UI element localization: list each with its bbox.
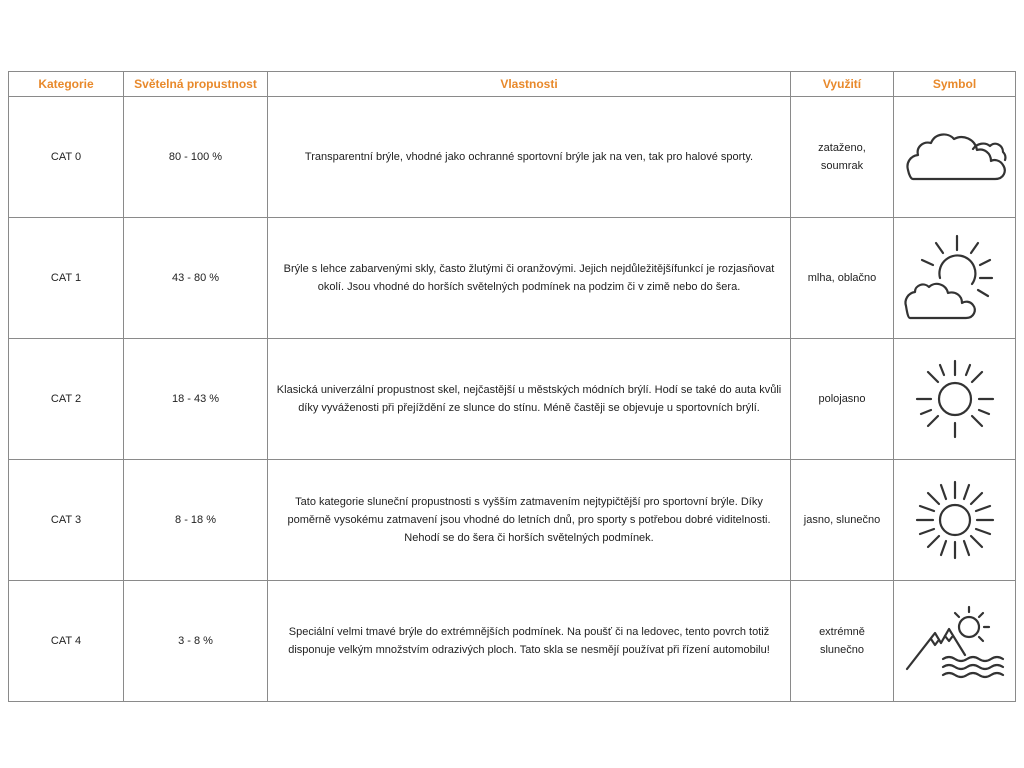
transmission-cell: 3 - 8 %	[124, 581, 268, 702]
table-row	[9, 460, 1016, 581]
properties-cell: Speciální velmi tmavé brýle do extrémnějších podmínek. Na poušť či na ledovec, tento povrch totiž disponuje velkým množstvím odrazivých ploch. Tato skla se nesmějí používat při řízení automobilu!	[268, 581, 791, 702]
symbol-cell	[894, 97, 1016, 218]
category-cell: CAT 3	[9, 460, 124, 581]
sun-icon	[913, 357, 997, 441]
category-cell: CAT 0	[9, 97, 124, 218]
category-cell: CAT 1	[9, 218, 124, 339]
symbol-cell	[894, 218, 1016, 339]
header-symbol: Symbol	[894, 72, 1016, 97]
properties-cell: Transparentní brýle, vhodné jako ochranné sportovní brýle jak na ven, tak pro halové sporty.	[268, 97, 791, 218]
properties-cell: Tato kategorie sluneční propustnosti s vyšším zatmavením nejtypičtější pro sportovní brýle. Díky poměrně vysokému zatmavení jsou vhodné do letních dnů, pro sporty s potřebou dobré viditelnosti. Nehodí se do šera či horších světelných podmínek.	[268, 460, 791, 581]
table-row	[9, 581, 1016, 702]
header-category: Kategorie	[9, 72, 124, 97]
header-usage: Využití	[791, 72, 894, 97]
table-row	[9, 97, 1016, 218]
properties-cell: Klasická univerzální propustnost skel, nejčastější u městských módních brýlí. Hodí se také do auta kvůli díky vyváženosti při přejíždění ze slunce do stínu. Méně častěji se objevuje u sportovních brýlí.	[268, 339, 791, 460]
lens-category-table	[8, 71, 1016, 702]
cloud-icon	[903, 127, 1007, 187]
usage-cell: mlha, oblačno	[791, 218, 894, 339]
usage-cell: polojasno	[791, 339, 894, 460]
header-properties: Vlastnosti	[268, 72, 791, 97]
transmission-cell: 18 - 43 %	[124, 339, 268, 460]
properties-cell: Brýle s lehce zabarvenými skly, často žlutými či oranžovými. Jejich nejdůležitějšífunkcí je rozjasňovat okolí. Jsou vhodné do horších světelných podmínek na podzim či v zimě nebo do šera.	[268, 218, 791, 339]
transmission-cell: 8 - 18 %	[124, 460, 268, 581]
table-row	[9, 339, 1016, 460]
header-transmission: Světelná propustnost	[124, 72, 268, 97]
usage-cell: jasno, slunečno	[791, 460, 894, 581]
symbol-cell	[894, 460, 1016, 581]
bright-sun-icon	[913, 478, 997, 562]
category-cell: CAT 4	[9, 581, 124, 702]
header-row	[9, 72, 1016, 97]
symbol-cell	[894, 339, 1016, 460]
table-row	[9, 218, 1016, 339]
mountain-sun-water-icon	[903, 603, 1007, 679]
sun-behind-cloud-icon	[902, 232, 1008, 324]
category-cell: CAT 2	[9, 339, 124, 460]
transmission-cell: 43 - 80 %	[124, 218, 268, 339]
transmission-cell: 80 - 100 %	[124, 97, 268, 218]
usage-cell: extrémně slunečno	[791, 581, 894, 702]
symbol-cell	[894, 581, 1016, 702]
usage-cell: zataženo, soumrak	[791, 97, 894, 218]
